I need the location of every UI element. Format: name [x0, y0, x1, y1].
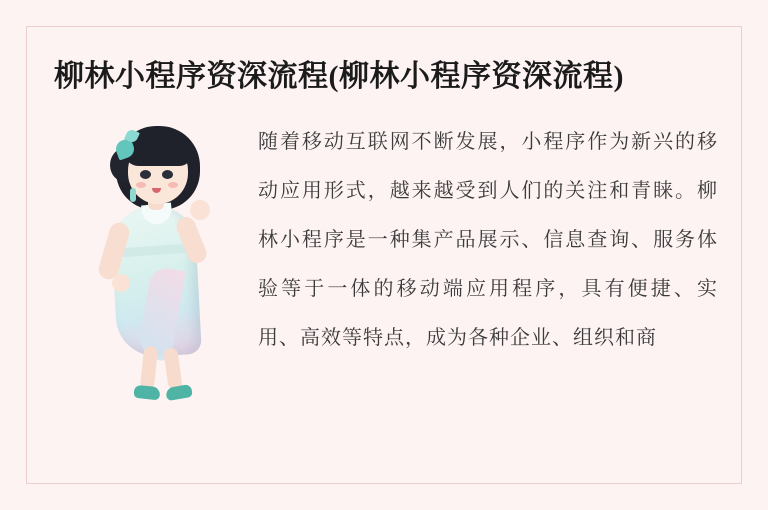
illustration-image: [86, 118, 236, 418]
blush-left-shape: [136, 182, 146, 188]
article-body-wrapper: [50, 118, 718, 418]
hand-left-shape: [112, 274, 130, 292]
hand-right-shape: [190, 200, 210, 220]
eye-right-shape: [162, 170, 173, 179]
page-title: 柳林小程序资深流程(柳林小程序资深流程): [54, 60, 624, 93]
blush-right-shape: [168, 182, 178, 188]
article-content: [24, 22, 744, 418]
article-paragraph: 随着移动互联网不断发展，小程序作为新兴的移动应用形式，越来越受到人们的关注和青睐。柳林小程序是一种集产品展示、信息查询、服务体验等于一体的移动端应用程序，具有便捷、实用、高效等特点，成为各种企业、组织和商: [258, 131, 718, 349]
earring-shape: [130, 188, 136, 202]
shoe-left-shape: [133, 385, 160, 401]
eye-left-shape: [140, 170, 151, 179]
